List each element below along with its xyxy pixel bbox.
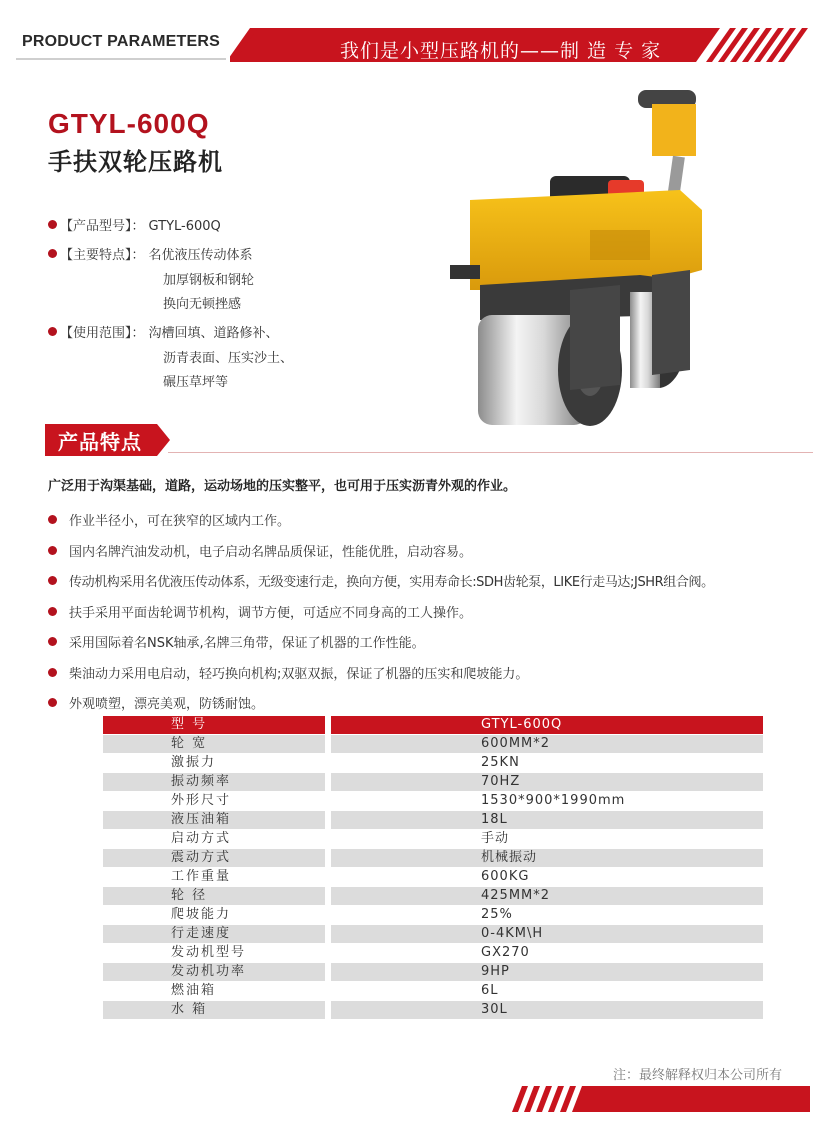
spec-usage-label: 【使用范围】： [60, 326, 145, 341]
feature-item [48, 541, 472, 560]
feature-item [48, 602, 472, 621]
param-name: 震动方式 [103, 849, 325, 867]
table-row [103, 754, 763, 773]
model-title: GTYL-600Q [48, 108, 210, 139]
table-row [103, 1001, 763, 1020]
param-value: 600KG [331, 868, 763, 886]
parameter-table [103, 716, 763, 1020]
table-header-name: 型 号 [103, 716, 325, 734]
bullet-dot [48, 576, 57, 585]
param-value: 9HP [331, 963, 763, 981]
section-intro: 广泛用于沟渠基础，道路，运动场地的压实整平，也可用于压实沥青外观的作业。 [48, 479, 517, 494]
feature-item [48, 571, 714, 590]
header-underline [16, 58, 226, 60]
table-row [103, 944, 763, 963]
param-name: 振动频率 [103, 773, 325, 791]
param-value: GX270 [331, 944, 763, 962]
param-value: 1530*900*1990mm [331, 792, 763, 810]
bullet-dot [48, 698, 57, 707]
spec-usage-line: 碾压草坪等 [163, 375, 229, 390]
param-value: 手动 [331, 830, 763, 848]
param-value: 6L [331, 982, 763, 1000]
bullet-dot [48, 515, 57, 524]
param-name: 轮 径 [103, 887, 325, 905]
param-name: 启动方式 [103, 830, 325, 848]
section-title: 产品特点 [58, 430, 142, 454]
bullet-dot [48, 327, 57, 336]
table-row [103, 792, 763, 811]
table-header-value: GTYL-600Q [331, 716, 763, 734]
param-value: 0-4KM\H [331, 925, 763, 943]
spec-model [48, 215, 221, 234]
param-value: 425MM*2 [331, 887, 763, 905]
feature-text: 作业半径小，可在狭窄的区域内工作。 [69, 514, 291, 529]
spec-features [48, 244, 253, 263]
spec-features-line: 名优液压传动体系 [148, 248, 253, 263]
param-name: 激振力 [103, 754, 325, 772]
footer-banner [500, 1086, 810, 1112]
table-row [103, 735, 763, 754]
road-roller-image [440, 80, 740, 430]
bullet-dot [48, 607, 57, 616]
param-name: 液压油箱 [103, 811, 325, 829]
param-value: 25KN [331, 754, 763, 772]
spec-model-label: 【产品型号】： [60, 219, 145, 234]
param-name: 轮 宽 [103, 735, 325, 753]
table-row [103, 868, 763, 887]
feature-item [48, 510, 290, 529]
param-name: 工作重量 [103, 868, 325, 886]
bullet-dot [48, 637, 57, 646]
footer-note: 注：最终解释权归本公司所有 [613, 1068, 783, 1083]
bullet-dot [48, 546, 57, 555]
feature-text: 扶手采用平面齿轮调节机构，调节方便，可适应不同身高的工人操作。 [69, 606, 473, 621]
table-row [103, 887, 763, 906]
feature-item [48, 693, 264, 712]
param-value: 18L [331, 811, 763, 829]
feature-text: 国内名牌汽油发动机，电子启动名牌品质保证，性能优胜，启动容易。 [69, 545, 473, 560]
header-slogan: 我们是小型压路机的——制 造 专 家 [340, 40, 662, 62]
table-row [103, 925, 763, 944]
spec-usage-line: 沟槽回填、道路修补、 [148, 326, 279, 341]
bullet-dot [48, 220, 57, 229]
param-value: 600MM*2 [331, 735, 763, 753]
table-row [103, 982, 763, 1001]
table-row [103, 773, 763, 792]
param-value: 机械振动 [331, 849, 763, 867]
spec-features-label: 【主要特点】： [60, 248, 145, 263]
table-row [103, 963, 763, 982]
section-divider [168, 452, 813, 453]
feature-item [48, 632, 425, 651]
param-name: 发动机功率 [103, 963, 325, 981]
spec-model-value: GTYL-600Q [148, 219, 221, 234]
spec-features-line: 加厚钢板和钢轮 [163, 273, 255, 288]
spec-usage [48, 322, 279, 341]
bullet-dot [48, 249, 57, 258]
param-value: 30L [331, 1001, 763, 1019]
model-subtitle: 手扶双轮压路机 [48, 148, 223, 176]
param-name: 发动机型号 [103, 944, 325, 962]
feature-text: 传动机构采用名优液压传动体系，无级变速行走，换向方便，实用寿命长:SDH齿轮泵，LIKE行走马达;JSHR组合阀。 [69, 575, 714, 590]
param-name: 燃油箱 [103, 982, 325, 1000]
table-row [103, 906, 763, 925]
feature-item [48, 663, 528, 682]
bullet-dot [48, 668, 57, 677]
param-name: 爬坡能力 [103, 906, 325, 924]
param-name: 行走速度 [103, 925, 325, 943]
page-header [0, 0, 840, 66]
spec-usage-line: 沥青表面、压实沙土、 [163, 351, 294, 366]
header-label: PRODUCT PARAMETERS [22, 33, 220, 50]
feature-text: 外观喷塑，漂亮美观，防锈耐蚀。 [69, 697, 265, 712]
table-header-row [103, 716, 763, 735]
param-name: 外形尺寸 [103, 792, 325, 810]
param-value: 25% [331, 906, 763, 924]
table-row [103, 849, 763, 868]
spec-features-line: 换向无顿挫感 [163, 297, 242, 312]
table-row [103, 830, 763, 849]
feature-text: 采用国际着名NSK轴承,名牌三角带，保证了机器的工作性能。 [69, 636, 425, 651]
param-name: 水 箱 [103, 1001, 325, 1019]
param-value: 70HZ [331, 773, 763, 791]
feature-text: 柴油动力采用电启动，轻巧换向机构;双驱双振，保证了机器的压实和爬坡能力。 [69, 667, 529, 682]
table-row [103, 811, 763, 830]
